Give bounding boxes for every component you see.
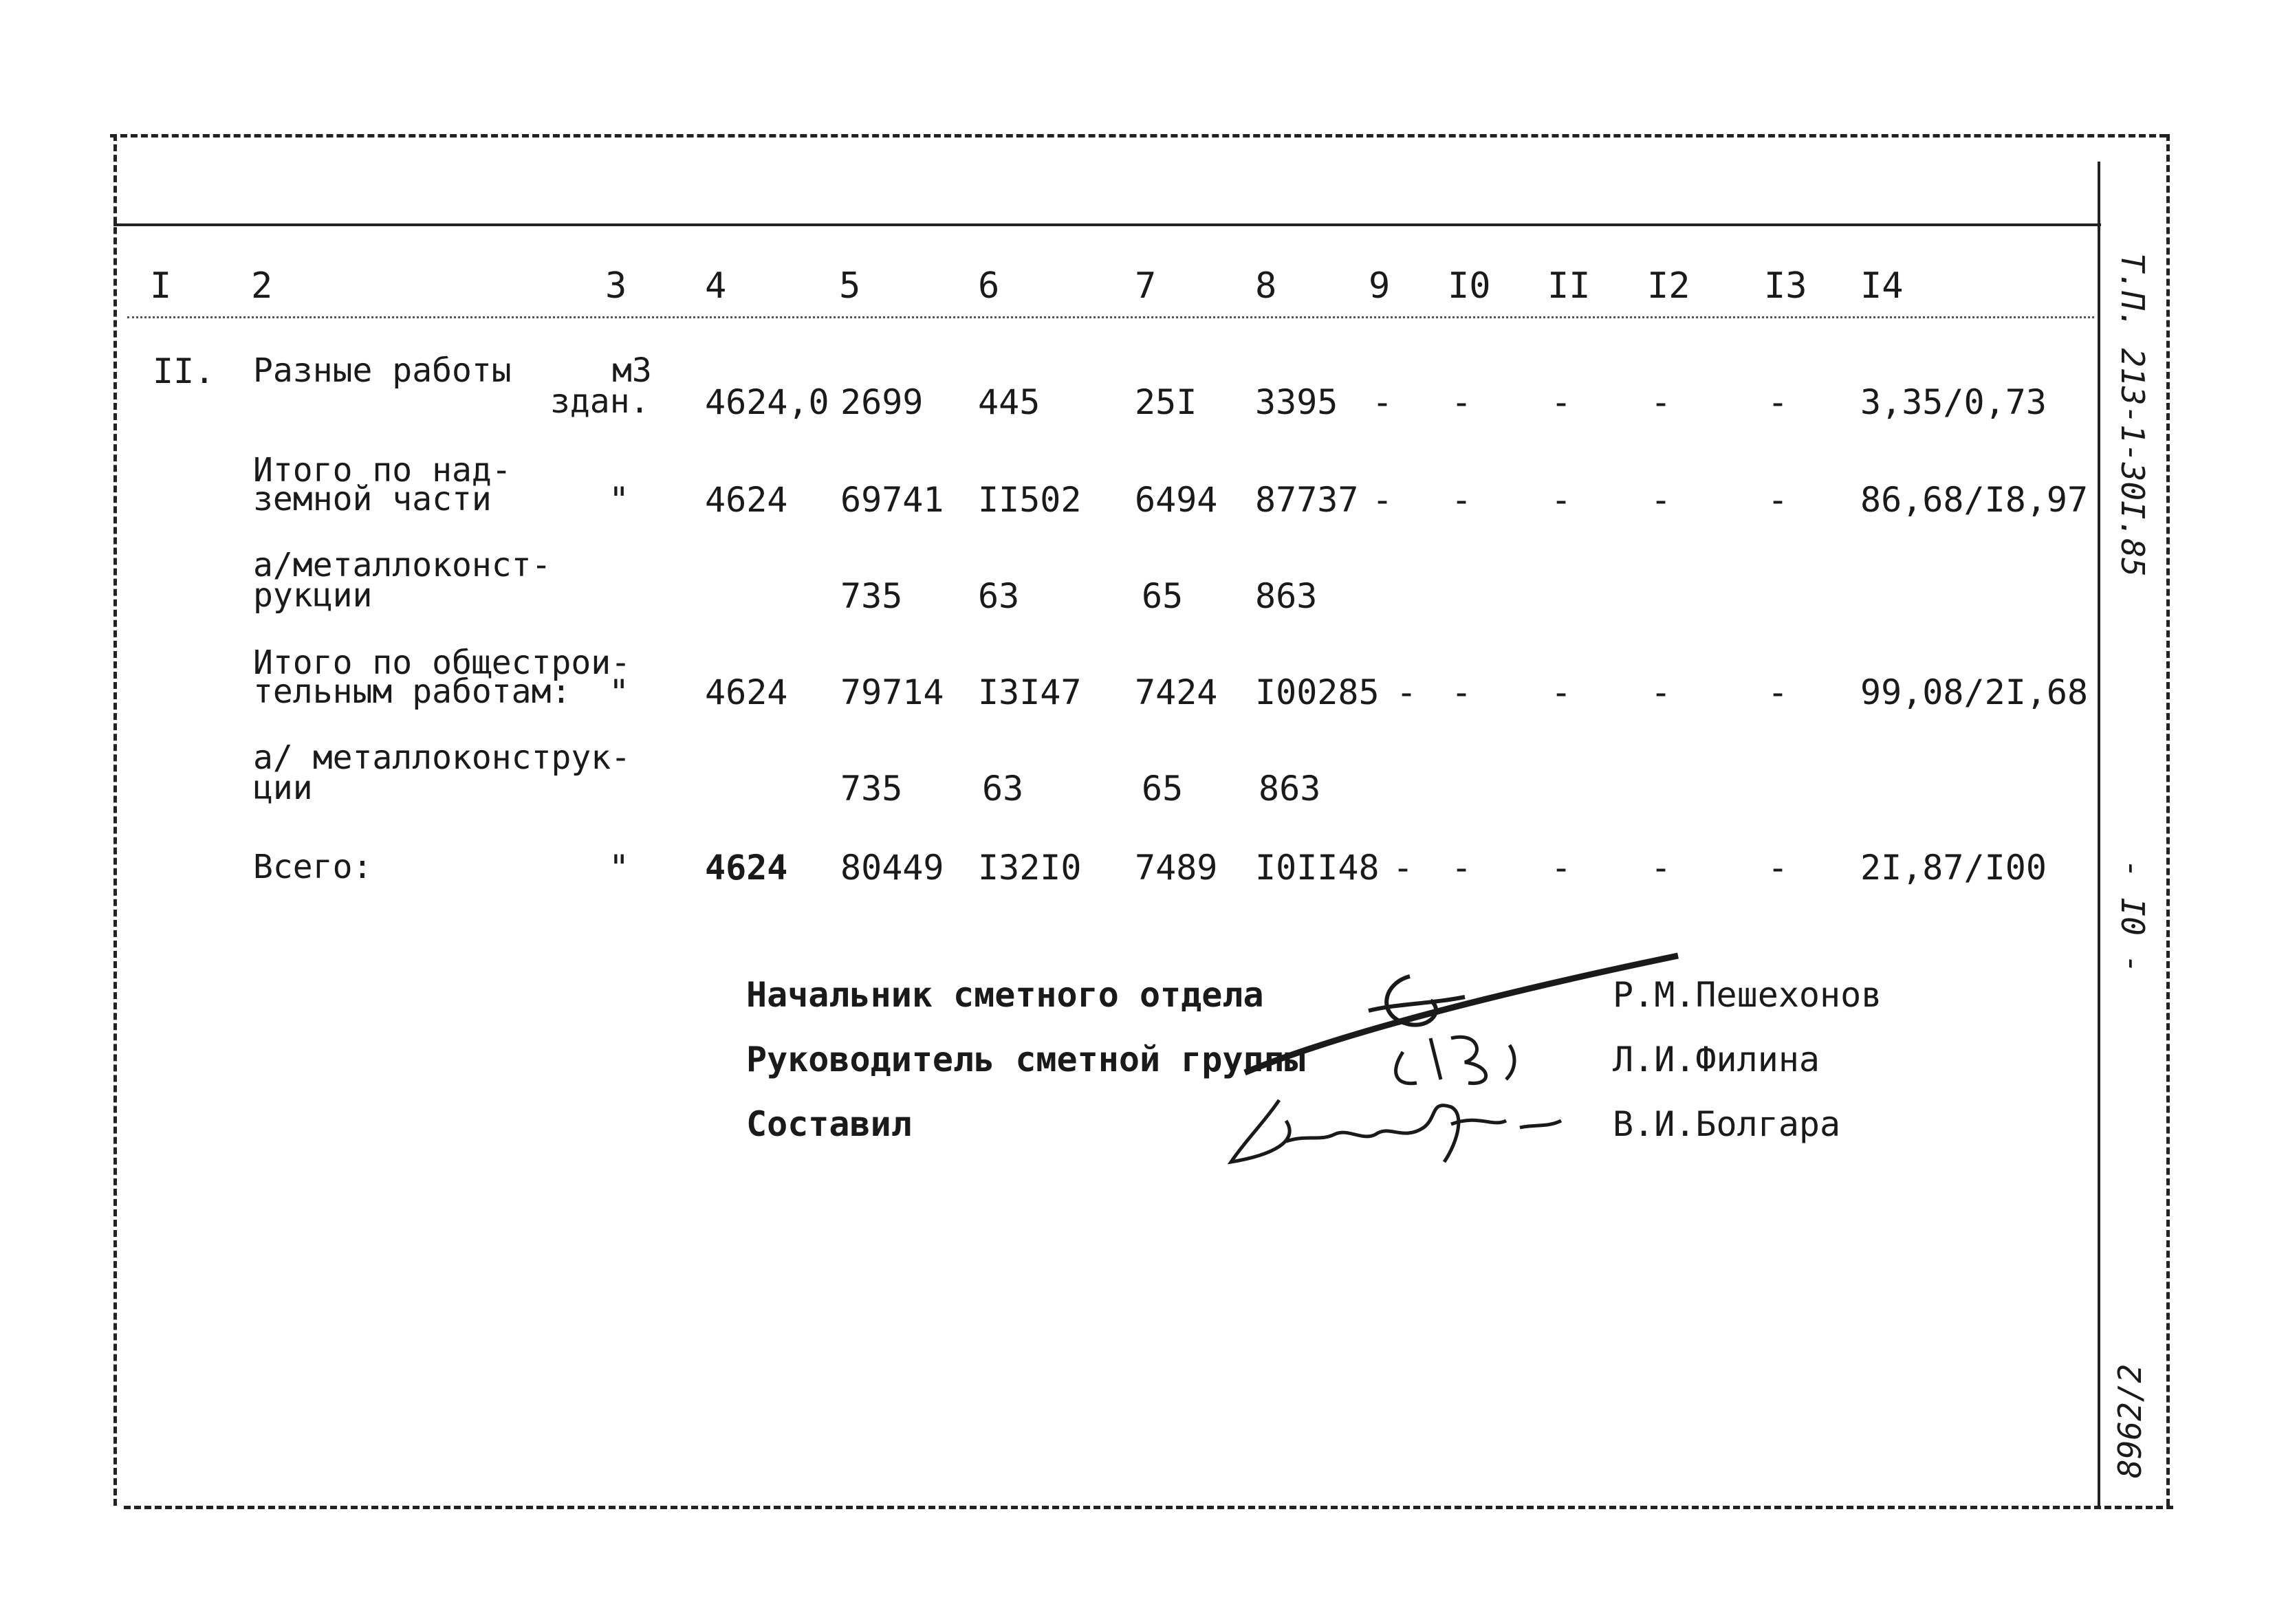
cell-col11: - [1551, 672, 1572, 712]
cell-col11: - [1551, 848, 1572, 888]
cell-col6: I3I47 [978, 672, 1082, 712]
cell-col7: 7424 [1135, 672, 1218, 712]
cell-col12: - [1651, 480, 1672, 520]
col-header-5: 5 [839, 265, 861, 307]
col-header-10: I0 [1448, 265, 1491, 307]
row-name-line-1: Всего: [253, 848, 373, 886]
header-top-line [113, 223, 2101, 226]
col-header-4: 4 [705, 265, 727, 307]
cell-col10: - [1451, 382, 1472, 422]
handwritten-signatures [1204, 935, 1699, 1196]
side-document-code: Т.П. 213-1-30І.85 [2114, 253, 2151, 577]
col-header-2: 2 [251, 265, 273, 307]
side-page-number: - I0 - [2114, 859, 2151, 974]
signature-stroke [1396, 1037, 1514, 1084]
col-header-11: II [1547, 265, 1591, 307]
cell-col6: I32I0 [978, 848, 1082, 888]
cell-col7: 7489 [1135, 848, 1218, 888]
frame-left [113, 134, 117, 1506]
row-unit-line-1: м3 [612, 351, 652, 390]
cell-col8: 3395 [1255, 382, 1338, 422]
cell-col9: - [1372, 382, 1393, 422]
cell-col5: 79714 [840, 672, 944, 712]
frame-bottom [124, 1506, 2173, 1509]
col-header-1: I [150, 265, 172, 307]
frame-right [2166, 134, 2170, 1506]
cell-col11: - [1551, 480, 1572, 520]
signature-stroke [1245, 956, 1678, 1073]
cell-col13: - [1767, 382, 1789, 422]
cell-col10: - [1451, 848, 1472, 888]
signature-title: Руководитель сметной группы [746, 1040, 1305, 1079]
signature-title: Начальник сметного отдела [746, 975, 1264, 1015]
cell-col4: 4624,0 [705, 382, 829, 422]
cell-col7: 65 [1142, 576, 1184, 616]
cell-col7: 65 [1142, 769, 1184, 809]
row-name-line-2: ции [253, 769, 313, 807]
cell-col8: I0II48 [1255, 848, 1380, 888]
row-number: II. [153, 351, 215, 391]
cell-col4: 4624 [705, 848, 788, 888]
cell-col8: I00285 [1255, 672, 1380, 712]
cell-col14: 2I,87/I00 [1860, 848, 2047, 888]
row-unit-line-1: " [609, 672, 630, 712]
cell-col7: 6494 [1135, 480, 1218, 520]
cell-col6: 445 [978, 382, 1041, 422]
cell-col8: 863 [1259, 769, 1321, 809]
frame-top [110, 134, 2166, 138]
cell-col12: - [1651, 848, 1672, 888]
cell-col10: - [1451, 480, 1472, 520]
row-name-line-1: а/ металлоконструк- [253, 738, 631, 777]
cell-col12: - [1651, 672, 1672, 712]
row-unit-line-1: " [609, 480, 630, 520]
col-header-8: 8 [1255, 265, 1277, 307]
cell-col5: 735 [840, 576, 903, 616]
signature-name: Р.М.Пешехонов [1613, 975, 1882, 1015]
signature-name: Л.И.Филина [1613, 1040, 1820, 1079]
cell-col9: - [1372, 480, 1393, 520]
row-name-line-2: земной части [253, 480, 492, 518]
cell-col13: - [1767, 848, 1789, 888]
cell-col13: - [1767, 672, 1789, 712]
row-name-line-2: рукции [253, 576, 373, 615]
side-sheet-code: 8962/2 [2111, 1363, 2148, 1478]
cell-col7: 25I [1135, 382, 1197, 422]
cell-col6: II502 [978, 480, 1082, 520]
cell-col9: - [1393, 848, 1414, 888]
cell-col5: 69741 [840, 480, 944, 520]
signature-name: В.И.Болгара [1613, 1104, 1841, 1144]
cell-col12: - [1651, 382, 1672, 422]
col-header-6: 6 [978, 265, 1000, 307]
cell-col4: 4624 [705, 672, 788, 712]
cell-col11: - [1551, 382, 1572, 422]
cell-col9: - [1396, 672, 1417, 712]
col-header-3: 3 [605, 265, 627, 307]
row-name-line-1: Итого по над- [253, 451, 512, 490]
col-header-7: 7 [1135, 265, 1157, 307]
stamp-column-divider [2098, 162, 2100, 1509]
row-unit-line-1: " [609, 848, 630, 888]
cell-col6: 63 [982, 769, 1024, 809]
cell-col10: - [1451, 672, 1472, 712]
signature-stroke [1231, 1100, 1561, 1162]
cell-col4: 4624 [705, 480, 788, 520]
cell-col14: 99,08/2I,68 [1860, 672, 2089, 712]
row-unit-line-2: здан. [550, 382, 650, 421]
row-name-line-1: Итого по общестрои- [253, 644, 631, 682]
row-name-line-1: Разные работы [253, 351, 512, 390]
signature-title: Составил [746, 1104, 912, 1144]
header-bottom-line [127, 316, 2094, 318]
row-name-line-1: а/металлоконст- [253, 546, 552, 584]
cell-col13: - [1767, 480, 1789, 520]
col-header-12: I2 [1647, 265, 1690, 307]
col-header-9: 9 [1369, 265, 1391, 307]
row-name-line-2: тельным работам: [253, 672, 572, 711]
cell-col5: 80449 [840, 848, 944, 888]
cell-col8: 863 [1255, 576, 1318, 616]
col-header-14: I4 [1860, 265, 1904, 307]
cell-col14: 86,68/I8,97 [1860, 480, 2089, 520]
col-header-13: I3 [1764, 265, 1807, 307]
cell-col6: 63 [978, 576, 1020, 616]
cell-col8: 87737 [1255, 480, 1359, 520]
cell-col5: 735 [840, 769, 903, 809]
cell-col14: 3,35/0,73 [1860, 382, 2047, 422]
cell-col5: 2699 [840, 382, 924, 422]
